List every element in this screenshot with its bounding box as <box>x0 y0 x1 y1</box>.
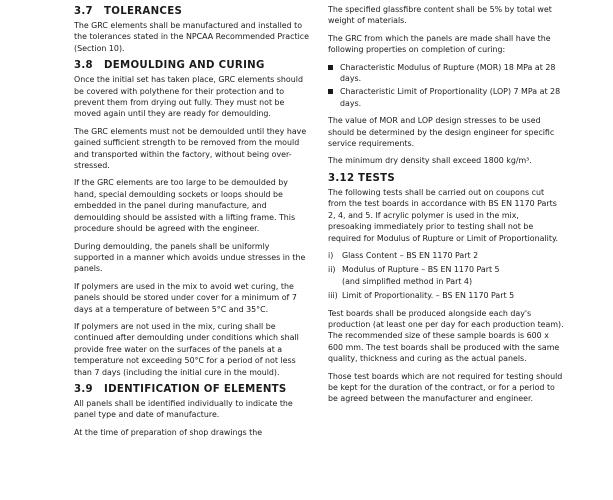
paragraph: Test boards shall be produced alongside each day's production (at least one per day for each production team). The recommended size of these sample boards is 600 x 600 mm. The test boards shall be produced with the same quality, thickness and curing as the actual panels. <box>328 308 564 364</box>
list-item-subtext: (and simplified method in Part 4) <box>342 276 473 286</box>
paragraph: Once the initial set has taken place, GRC elements should be covered with polythene for their protection and to prevent them from drying out fully. They must not be moved again until they are ready for demoulding. <box>74 75 303 119</box>
section-title: TOLERANCES <box>104 6 183 17</box>
section-heading-tolerances <box>74 6 310 17</box>
section-number: 3.7 <box>74 6 93 17</box>
right-column <box>328 0 564 411</box>
section-heading-demoulding <box>74 60 310 71</box>
section-number: 3.12 <box>328 172 355 184</box>
paragraph: If polymers are used in the mix to avoid wet curing, the panels should be stored under cover for a minimum of 7 days at a temperature of between 5°C and 35°C. <box>74 281 297 314</box>
list-item-text: Limit of Proportionality. – BS EN 1170 Part 5 <box>342 291 515 301</box>
list-item <box>328 62 564 85</box>
list-item-text: Modulus of Rupture – BS EN 1170 Part 5 <box>342 265 500 275</box>
section-heading-tests <box>328 173 564 184</box>
list-marker: i) <box>328 250 334 260</box>
bullet-icon <box>328 89 333 94</box>
section-number: 3.8 <box>74 60 93 72</box>
list-item-text: Characteristic Limit of Proportionality (LOP) 7 MPa at 28 days. <box>340 87 561 108</box>
section-title: DEMOULDING AND CURING <box>104 60 265 72</box>
list-item-text: Characteristic Modulus of Rupture (MOR) 18 MPa at 28 days. <box>340 62 556 84</box>
paragraph: All panels shall be identified individually to indicate the panel type and date of manufacture. <box>74 398 293 420</box>
list-item <box>328 290 564 301</box>
paragraph: The GRC from which the panels are made shall have the following properties on completion of curing: <box>328 33 551 55</box>
section-heading-identification <box>74 384 310 395</box>
left-column <box>74 0 310 444</box>
paragraph: The following tests shall be carried out on coupons cut from the test boards in accordance with BS EN 1170 Parts 2, 4, and 5. If acrylic polymer is used in the mix, presoaking immediately prior to testing shall not be required for Modulus of Rupture or Limit of Proportionality. <box>328 187 559 243</box>
tests-list <box>328 250 564 302</box>
list-marker: ii) <box>328 265 336 275</box>
paragraph: At the time of preparation of shop drawings the <box>74 427 263 437</box>
list-item-text: Glass Content – BS EN 1170 Part 2 <box>342 250 479 260</box>
paragraph: The GRC elements must not be demoulded until they have gained sufficient strength to be removed from the mould and transported within the factory, without being over-stressed. <box>74 126 307 171</box>
paragraph: The GRC elements shall be manufactured and installed to the tolerances stated in the NPCAA Recommended Practice (Section 10). <box>74 21 309 53</box>
list-item <box>328 250 564 261</box>
bullet-icon <box>328 65 333 70</box>
list-item <box>328 86 564 109</box>
list-marker: iii) <box>328 291 338 301</box>
section-title: TESTS <box>358 172 396 184</box>
paragraph: Those test boards which are not required for testing should be kept for the duration of the contract, or for a period to be agreed between the manufacturer and engineer. <box>328 371 563 404</box>
paragraph: The minimum dry density shall exceed 1800 kg/m³. <box>328 156 532 166</box>
list-item <box>328 264 564 287</box>
properties-list <box>328 62 564 110</box>
section-number: 3.9 <box>74 383 93 395</box>
section-title: IDENTIFICATION OF ELEMENTS <box>104 383 287 395</box>
paragraph: During demoulding, the panels shall be uniformly supported in a manner which avoids undue stresses in the panels. <box>74 241 306 274</box>
paragraph: If polymers are not used in the mix, curing shall be continued after demoulding under conditions which shall provide free water on the surfaces of the panels at a temperature not exceeding 50°C for a period of not less than 7 days (including the initial cure in the mould). <box>74 321 299 377</box>
paragraph: The value of MOR and LOP design stresses to be used should be determined by the design engineer for specific service requirements. <box>328 116 555 149</box>
paragraph: If the GRC elements are too large to be demoulded by hand, special demoulding sockets or loops should be embedded in the panel during manufacture, and demoulding should be assisted with a lifting frame. This procedure should be agreed with the engineer. <box>74 178 296 234</box>
paragraph: The specified glassfibre content shall be 5% by total wet weight of materials. <box>328 5 552 26</box>
